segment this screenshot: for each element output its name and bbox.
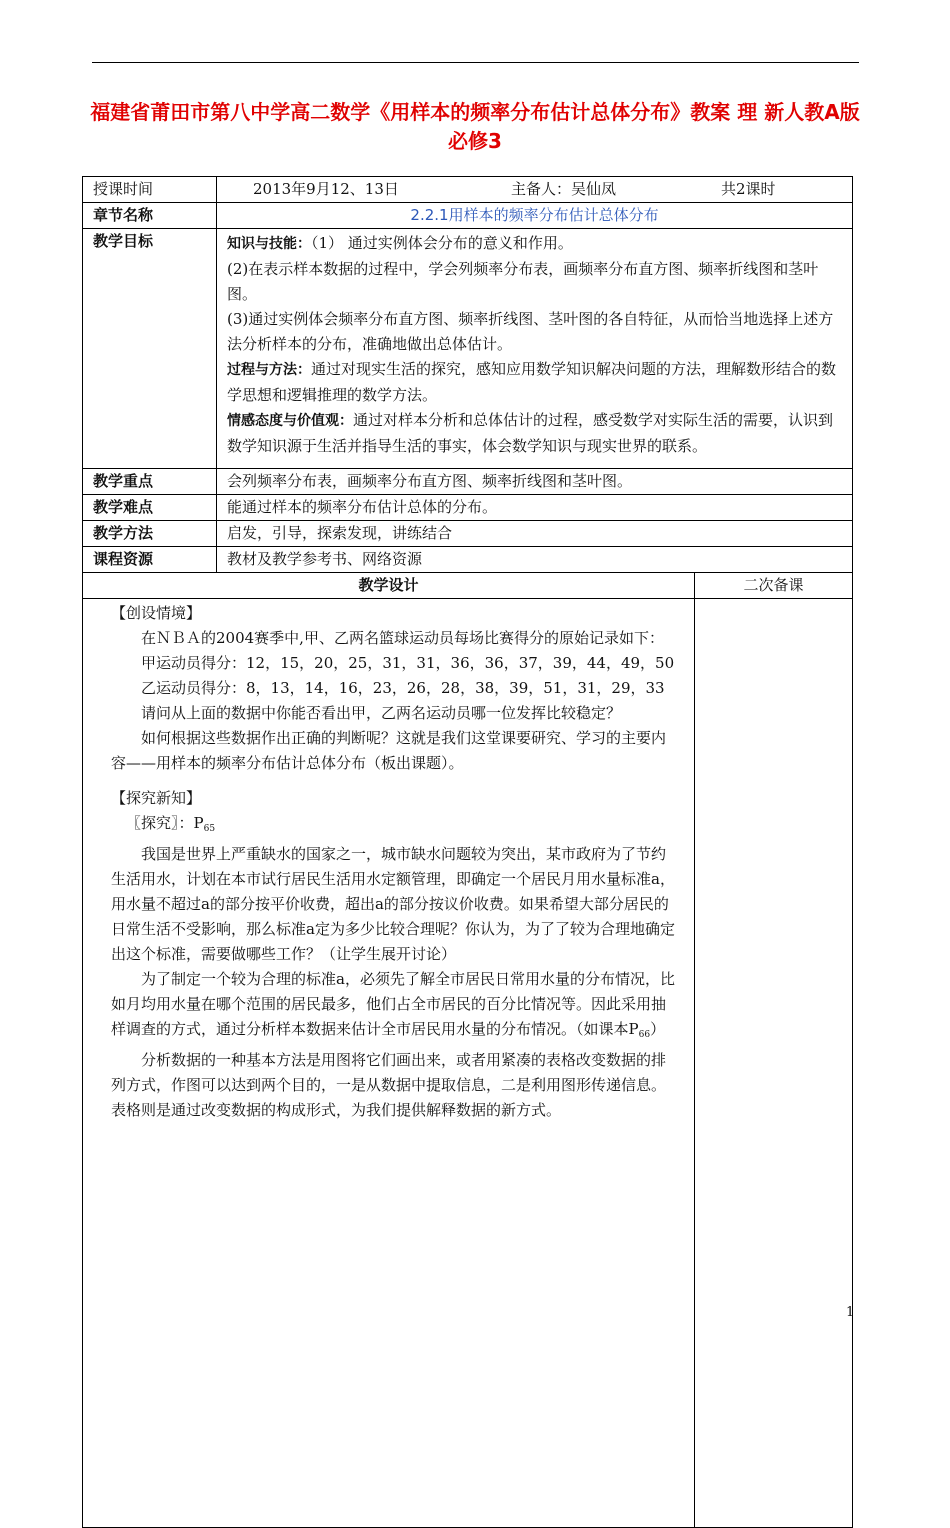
header-rule — [92, 62, 859, 63]
design-header-row — [83, 573, 853, 599]
section-heading-situation: 【创设情境】 — [111, 604, 202, 622]
difficulties-row — [83, 495, 853, 521]
sampling-paragraph: 为了制定一个较为合理的标准a，必须先了解全市居民日常用水量的分布情况，比如月均用水量在哪个范围的居民最多，他们占全市居民的百分比情况等。因此采用抽样调查的方式，通过分析样本数据来估计全市居民用水量的分布情况。（如课本$P_{66}$） — [111, 970, 675, 1040]
design-content — [83, 599, 695, 1528]
process-text: 通过对现实生活的探究，感知应用数学知识解决问题的方法，理解数形结合的数学思想和逻辑推理的数学方法。 — [227, 360, 837, 404]
section-heading-explore: 【探究新知】 — [111, 789, 202, 807]
lesson-date: 2013年9月12、13日 — [253, 180, 399, 198]
second-prep-notes — [695, 599, 853, 1528]
resources-row — [83, 547, 853, 573]
chapter-row — [83, 203, 853, 229]
document-title: 福建省莆田市第八中学高二数学《用样本的频率分布估计总体分布》教案 理 新人教A版必修3 — [90, 100, 860, 153]
player-a-scores: 甲运动员得分：12，15，20，25，31，31，36，36，37，39，44，49，50 — [141, 654, 675, 672]
explore-ref: 〖探究〗：$P_{65}$ — [126, 814, 216, 834]
lesson-plan-table — [82, 176, 853, 1528]
question-paragraph: 请问从上面的数据中你能否看出甲，乙两名运动员哪一位发挥比较稳定？ — [141, 704, 622, 722]
emotion-text: 通过对样本分析和总体估计的过程，感受数学对实际生活的需要，认识到数学知识源于生活并指导生活的事实，体会数学知识与现实世界的联系。 — [227, 411, 834, 455]
goals-label: 教学目标 — [83, 229, 217, 469]
page-number: 1 — [846, 1305, 855, 1320]
resources-value: 教材及教学参考书、网络资源 — [217, 547, 853, 573]
intro-paragraph: 如何根据这些数据作出正确的判断呢？这就是我们这堂课要研究、学习的主要内容——用样本的频率分布估计总体分布（板出课题）。 — [111, 729, 667, 772]
situation-paragraph: 在ＮＢＡ的2004赛季中,甲、乙两名篮球运动员每场比赛得分的原始记录如下： — [141, 629, 664, 647]
methods-label: 教学方法 — [83, 521, 217, 547]
design-header: 教学设计 — [83, 573, 695, 599]
knowledge-item-1: （1） 通过实例体会分布的意义和作用。 — [311, 234, 573, 252]
methods-value: 启发，引导，探索发现，讲练结合 — [217, 521, 853, 547]
schedule-row — [83, 177, 853, 203]
chapter-label: 章节名称 — [83, 203, 217, 229]
difficulties-value: 能通过样本的频率分布估计总体的分布。 — [217, 495, 853, 521]
difficulties-label: 教学难点 — [83, 495, 217, 521]
key-points-row — [83, 469, 853, 495]
preparer: 主备人：吴仙凤 — [511, 180, 617, 198]
knowledge-item-3: (3)通过实例体会频率分布直方图、频率折线图、茎叶图的各自特征，从而恰当地选择上述方法分析样本的分布，准确地做出总体估计。 — [227, 310, 834, 353]
knowledge-item-2: (2)在表示样本数据的过程中，学会列频率分布表，画频率分布直方图、频率折线图和茎叶图。 — [227, 260, 819, 303]
resources-label: 课程资源 — [83, 547, 217, 573]
key-points-label: 教学重点 — [83, 469, 217, 495]
player-b-scores: 乙运动员得分：8，13，14，16，23，26，28，38，39，51，31，29，33 — [141, 679, 665, 697]
design-body-row — [83, 599, 853, 1528]
emotion-heading: 情感态度与价值观： — [227, 413, 353, 429]
analysis-paragraph: 分析数据的一种基本方法是用图将它们画出来，或者用紧凑的表格改变数据的排列方式，作图可以达到两个目的，一是从数据中提取信息，二是利用图形传递信息。表格则是通过改变数据的构成形式，为我们提供解释数据的新方式。 — [111, 1051, 667, 1119]
chapter-value: 2.2.1用样本的频率分布估计总体分布 — [217, 203, 853, 229]
second-prep-header: 二次备课 — [695, 573, 853, 599]
water-problem-paragraph: 我国是世界上严重缺水的国家之一，城市缺水问题较为突出，某市政府为了节约生活用水，计划在本市试行居民生活用水定额管理，即确定一个居民月用水量标准a，用水量不超过a的部分按平价收费，超出a的部分按议价收费。如果希望大部分居民的日常生活不受影响，那么标准a定为多少比较合理呢？你认为，为了了较为合理地确定出这个标准，需要做哪些工作？（让学生展开讨论） — [111, 845, 675, 963]
time-label: 授课时间 — [83, 177, 217, 203]
process-heading: 过程与方法： — [227, 362, 311, 378]
methods-row — [83, 521, 853, 547]
goals-row — [83, 229, 853, 469]
period-count: 共2课时 — [721, 180, 776, 198]
knowledge-heading: 知识与技能： — [227, 236, 311, 252]
key-points-value: 会列频率分布表，画频率分布直方图、频率折线图和茎叶图。 — [217, 469, 853, 495]
